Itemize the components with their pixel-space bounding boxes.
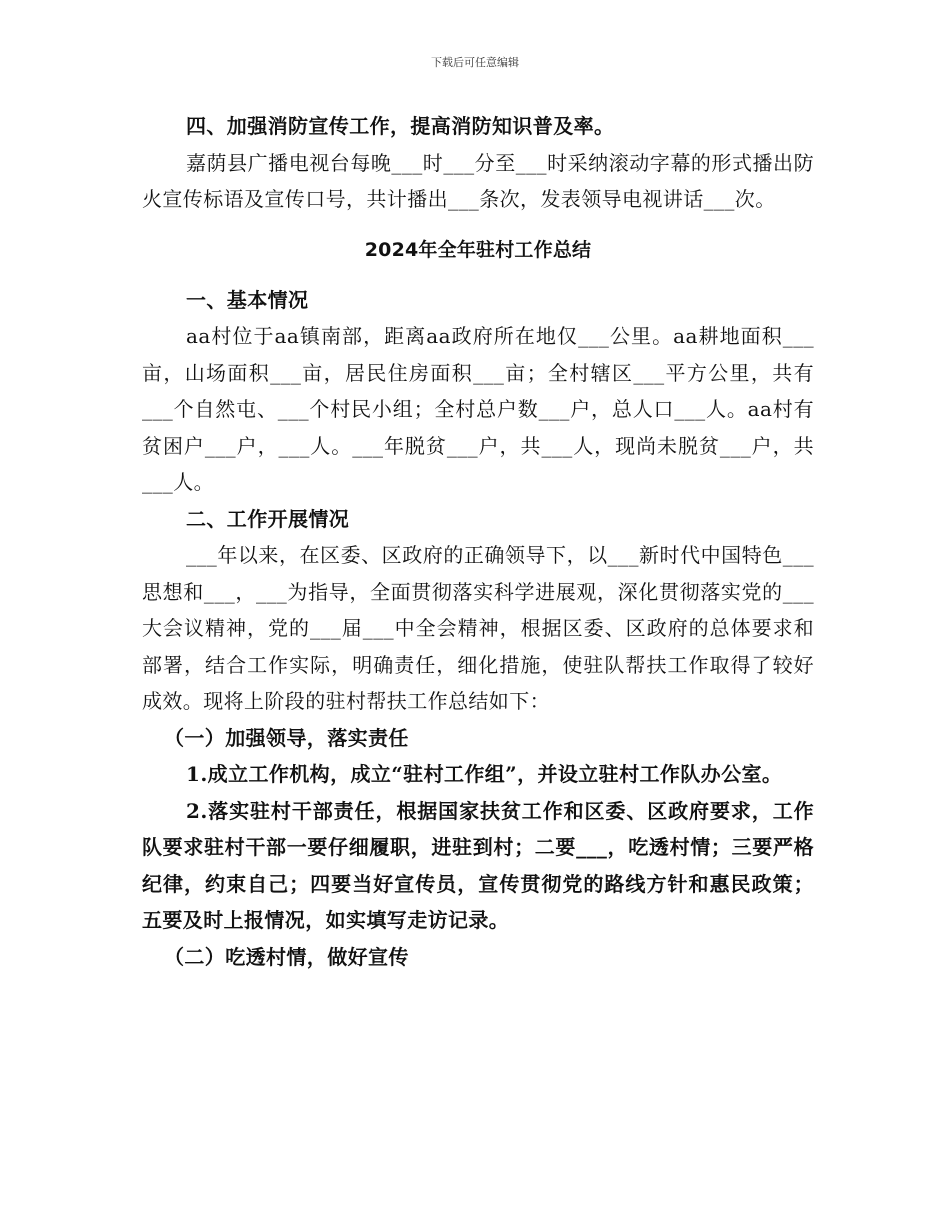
paragraph-basic-situation: aa村位于aa镇南部，距离aa政府所在地仅___公里。aa耕地面积___亩，山场面积___亩，居民住房面积___亩；全村辖区___平方公里，共有___个自然屯、___个村民小组；全村总户数___户，总人口___人。aa村有贫困户___户，___人。___年脱贫___户，共___人，现尚未脱贫___户，共___人。	[142, 324, 814, 494]
section-4-paragraph: 嘉荫县广播电视台每晚___时___分至___时采纳滚动字幕的形式播出防火宣传标语及宣传口号，共计播出___条次，发表领导电视讲话___次。	[142, 150, 814, 211]
item-2: 2.落实驻村干部责任，根据国家扶贫工作和区委、区政府要求，工作队要求驻村干部一要仔细履职，进驻到村；二要___，吃透村情；三要严格纪律，约束自己；四要当好宣传员，宣传贯彻党的路线方针和惠民政策；五要及时上报情况，如实填写走访记录。	[142, 798, 814, 932]
paragraph-work-progress: ___年以来，在区委、区政府的正确领导下，以___新时代中国特色___思想和___，___为指导，全面贯彻落实科学进展观，深化贯彻落实党的___大会议精神，党的___届___中全会精神，根据区委、区政府的总体要求和部署，结合工作实际，明确责任，细化措施，使驻队帮扶工作取得了较好成效。现将上阶段的驻村帮扶工作总结如下：	[142, 543, 814, 713]
document-title: 2024年全年驻村工作总结	[364, 238, 592, 261]
document-body	[142, 108, 814, 975]
section-heading-4: 四、加强消防宣传工作，提高消防知识普及率。	[186, 114, 615, 138]
item-1: 1.成立工作机构，成立“驻村工作组”，并设立驻村工作队办公室。	[186, 762, 783, 786]
header-note: 下载后可任意编辑	[431, 56, 519, 69]
subheading-village-situation: （二）吃透村情，做好宣传	[164, 944, 409, 969]
subheading-leadership: （一）加强领导，落实责任	[164, 725, 409, 750]
heading-work-progress: 二、工作开展情况	[186, 506, 350, 531]
heading-basic-situation: 一、基本情况	[186, 287, 309, 312]
